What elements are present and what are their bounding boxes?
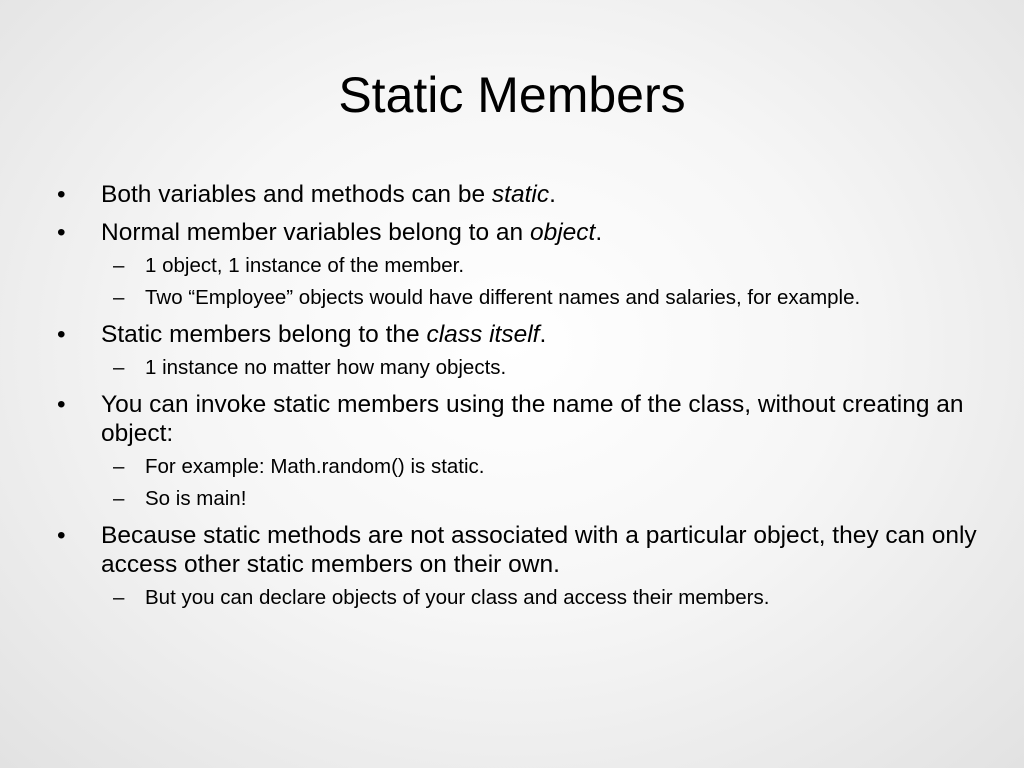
slide-title: Static Members (338, 67, 686, 123)
dash-marker: – (113, 455, 125, 478)
sub-bullet-item (57, 485, 977, 512)
dash-marker: – (113, 356, 125, 379)
bullet-list (57, 180, 977, 611)
bullet-marker: • (57, 219, 66, 246)
bullet-text: Both variables and methods can be (101, 181, 492, 208)
sub-bullet-text: For example: Math.random() is static. (145, 455, 485, 478)
bullet-text-end: . (549, 181, 556, 208)
sub-bullet-text: So is main! (145, 487, 247, 510)
bullet-marker: • (57, 321, 66, 348)
sub-bullet-item (57, 584, 977, 611)
bullet-text: You can invoke static members using the name of the class, without creating an object: (101, 391, 964, 447)
bullet-emphasis: object (529, 219, 596, 246)
bullet-marker: • (57, 181, 66, 208)
sub-bullet-text: But you can declare objects of your class and access their members. (145, 586, 770, 609)
sub-bullet-item (57, 252, 977, 279)
bullet-marker: • (57, 522, 66, 549)
sub-bullet-text: 1 object, 1 instance of the member. (145, 254, 465, 277)
bullet-item (57, 218, 977, 247)
bullet-item (57, 521, 977, 579)
bullet-marker: • (57, 391, 66, 418)
bullet-item (57, 320, 977, 349)
bullet-emphasis: static (491, 181, 550, 208)
bullet-text: Because static methods are not associated with a particular object, they can only access other static members on their own. (101, 522, 977, 578)
sub-bullet-text: Two “Employee” objects would have different names and salaries, for example. (145, 286, 861, 309)
dash-marker: – (113, 254, 125, 277)
bullet-text: Normal member variables belong to an (101, 219, 530, 246)
dash-marker: – (113, 487, 125, 510)
sub-bullet-item (57, 354, 977, 381)
bullet-text: Static members belong to the (101, 321, 427, 348)
bullet-item (57, 180, 977, 209)
sub-bullet-item (57, 284, 977, 311)
bullet-emphasis: class itself (426, 321, 540, 348)
bullet-item (57, 390, 977, 448)
dash-marker: – (113, 286, 125, 309)
dash-marker: – (113, 586, 125, 609)
bullet-text-end: . (539, 321, 547, 348)
sub-bullet-text: 1 instance no matter how many objects. (145, 356, 507, 379)
sub-bullet-item (57, 453, 977, 480)
bullet-text-end: . (595, 219, 603, 246)
